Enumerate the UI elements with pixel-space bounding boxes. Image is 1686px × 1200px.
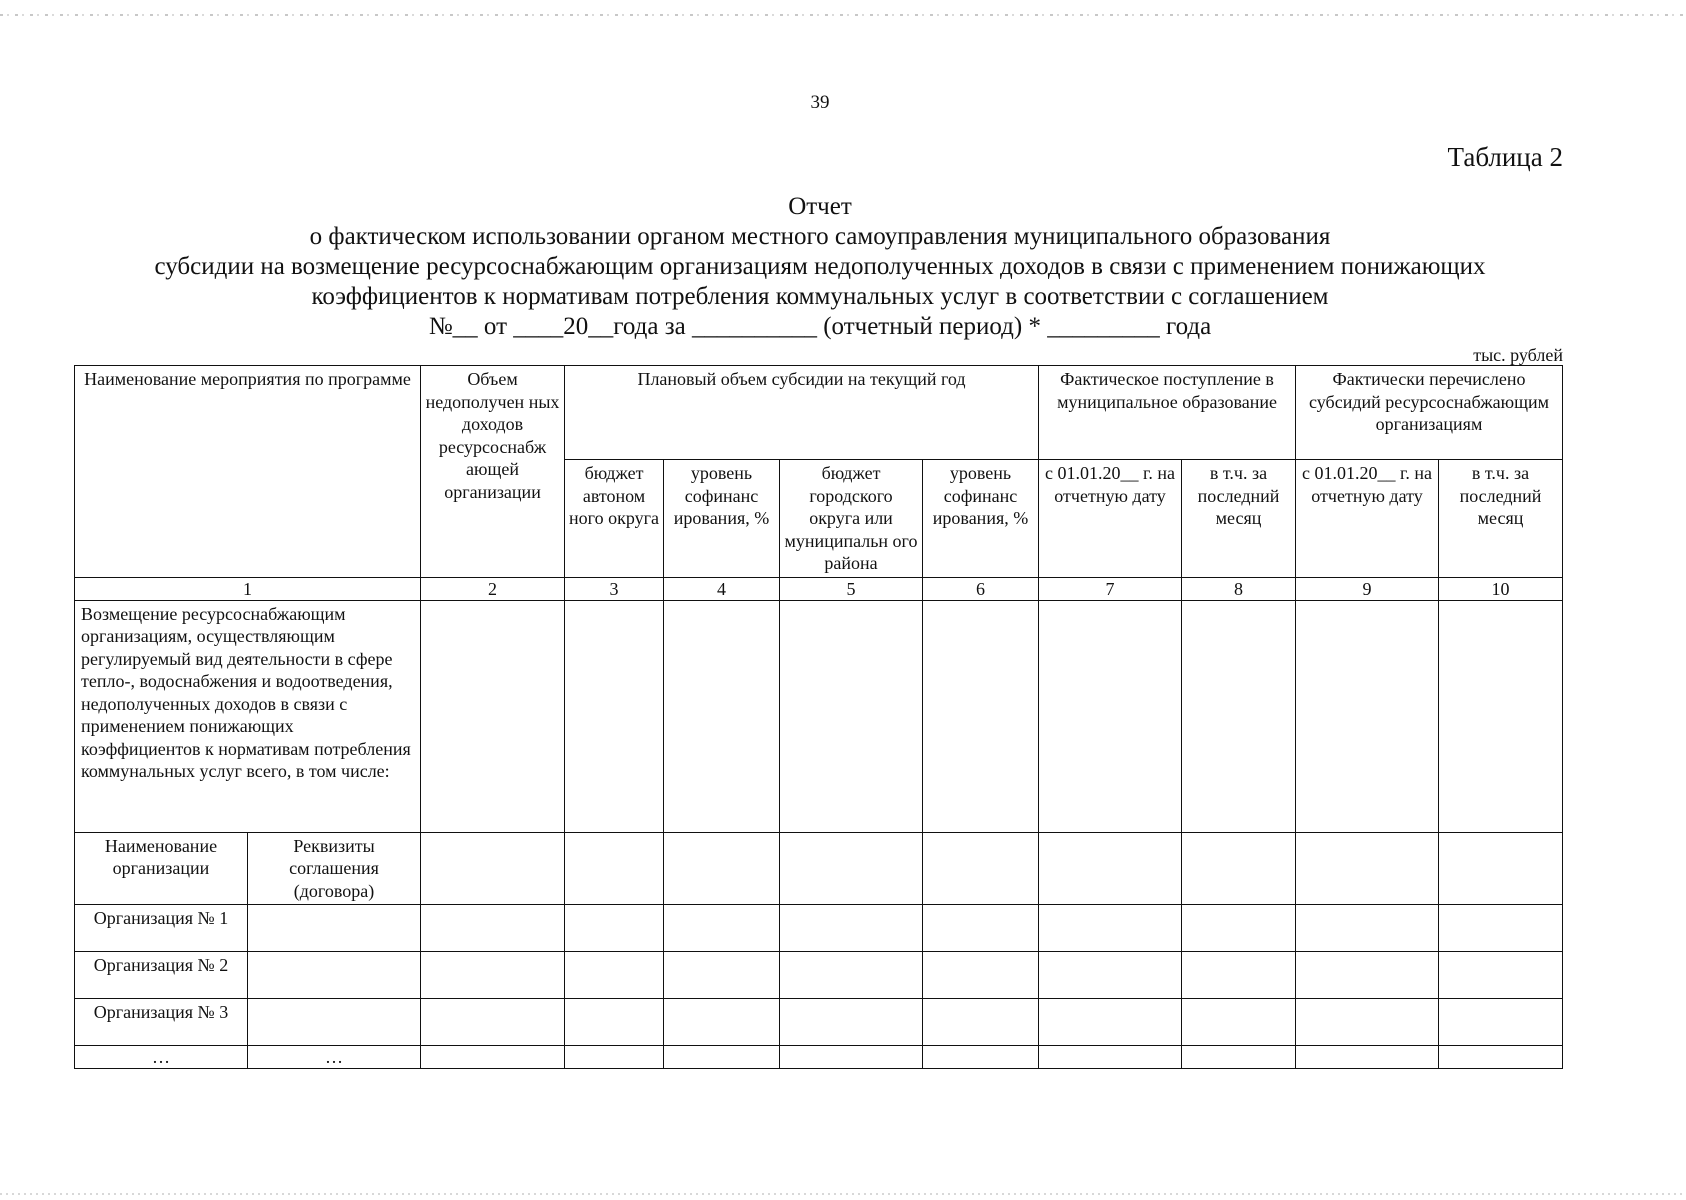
table-row [75, 952, 1563, 999]
table-label: Таблица 2 [1447, 142, 1563, 172]
table-cell [1039, 600, 1182, 832]
table-cell [421, 600, 565, 832]
table-cell [1039, 1046, 1182, 1069]
subheader-org-name: Наименование организации [75, 832, 248, 905]
table-cell [1296, 600, 1439, 832]
table-cell [421, 999, 565, 1046]
header-lost-income: Объем недополучен ных доходов ресурсоснабж ающей организации [421, 366, 565, 578]
column-number-row [75, 577, 1563, 600]
table-cell [565, 600, 664, 832]
table-cell [923, 952, 1039, 999]
table-cell [923, 1046, 1039, 1069]
table-cell [248, 905, 421, 952]
page-number: 39 [810, 92, 830, 113]
table-cell [780, 952, 923, 999]
table-cell [923, 832, 1039, 905]
table-cell [664, 832, 780, 905]
org-name-cell: Организация № 1 [75, 905, 248, 952]
table-cell [1039, 999, 1182, 1046]
table-cell [1182, 600, 1296, 832]
header-row-1 [75, 366, 1563, 460]
main-activity-row [75, 600, 1563, 832]
column-number: 3 [565, 577, 664, 600]
table-cell [923, 999, 1039, 1046]
org-name-cell: Организация № 3 [75, 999, 248, 1046]
table-cell [421, 905, 565, 952]
header-fact-receipt-date: с 01.01.20__ г. на отчетную дату [1039, 460, 1182, 578]
table-cell [1439, 1046, 1563, 1069]
title-line-3: субсидии на возмещение ресурсоснабжающим организациям недополученных доходов в связи с применением понижающих [154, 253, 1486, 280]
title-line-5: №__ от ____20__года за __________ (отчетный период) * _________ года [428, 313, 1212, 340]
table-cell [1296, 952, 1439, 999]
header-plan-budget-ao: бюджет автоном ного округа [565, 460, 664, 578]
table-cell [565, 832, 664, 905]
table-cell [1039, 952, 1182, 999]
column-number: 5 [780, 577, 923, 600]
column-number: 9 [1296, 577, 1439, 600]
header-fact-transfer-group: Фактически перечислено субсидий ресурсоснабжающим организациям [1296, 366, 1563, 460]
table-cell [248, 999, 421, 1046]
ellipsis-cell: … [75, 1046, 248, 1069]
title-line-1: Отчет [788, 193, 852, 220]
table-row [75, 905, 1563, 952]
ellipsis-cell: … [248, 1046, 421, 1069]
table-cell [664, 1046, 780, 1069]
table-cell [664, 905, 780, 952]
table-cell [664, 952, 780, 999]
table-cell [780, 832, 923, 905]
table-cell [923, 600, 1039, 832]
table-cell [780, 600, 923, 832]
table-cell [1439, 952, 1563, 999]
table-cell [1182, 905, 1296, 952]
header-fact-transfer-month: в т.ч. за последний месяц [1439, 460, 1563, 578]
table-cell [1439, 600, 1563, 832]
table-cell [421, 832, 565, 905]
column-number: 6 [923, 577, 1039, 600]
table-row [75, 999, 1563, 1046]
header-plan-level-city: уровень софинанс ирования, % [923, 460, 1039, 578]
table-cell [565, 952, 664, 999]
table-cell [1296, 1046, 1439, 1069]
column-number: 10 [1439, 577, 1563, 600]
table-cell [780, 905, 923, 952]
column-number: 1 [75, 577, 421, 600]
scan-artifact-top [0, 14, 1686, 16]
table-cell [1182, 1046, 1296, 1069]
table-cell [1039, 832, 1182, 905]
column-number: 2 [421, 577, 565, 600]
header-fact-transfer-date: с 01.01.20__ г. на отчетную дату [1296, 460, 1439, 578]
report-title [80, 192, 1560, 342]
table-cell [923, 905, 1039, 952]
title-line-2: о фактическом использовании органом местного самоуправления муниципального образования [309, 223, 1331, 250]
scan-artifact-bottom [0, 1193, 1686, 1195]
header-fact-receipt-group: Фактическое поступление в муниципальное образование [1039, 366, 1296, 460]
table-cell [421, 952, 565, 999]
table-cell [1439, 999, 1563, 1046]
table-cell [1296, 905, 1439, 952]
ellipsis-row [75, 1046, 1563, 1069]
table-cell [1439, 832, 1563, 905]
table-cell [1182, 952, 1296, 999]
table-cell [664, 600, 780, 832]
table-cell [1039, 905, 1182, 952]
table-cell [1296, 832, 1439, 905]
table-cell [565, 999, 664, 1046]
org-subheader-row [75, 832, 1563, 905]
column-number: 8 [1182, 577, 1296, 600]
header-plan-budget-city: бюджет городского округа или муниципальн ого района [780, 460, 923, 578]
table-cell [1296, 999, 1439, 1046]
table-cell [780, 1046, 923, 1069]
table-cell [565, 1046, 664, 1069]
org-name-cell: Организация № 2 [75, 952, 248, 999]
header-plan-group: Плановый объем субсидии на текущий год [565, 366, 1039, 460]
header-activity-name: Наименование мероприятия по программе [75, 366, 421, 578]
table-cell [248, 952, 421, 999]
table-cell [565, 905, 664, 952]
units-label: тыс. рублей [1473, 345, 1563, 365]
main-activity-text: Возмещение ресурсоснабжающим организациям, осуществляющим регулируемый вид деятельности в сфере тепло-, водоснабжения и водоотведения, недополученных доходов в связи с применением понижающих коэффициентов к нормативам потребления коммунальных услуг всего, в том числе: [75, 600, 421, 832]
header-plan-level-ao: уровень софинанс ирования, % [664, 460, 780, 578]
report-table [74, 365, 1563, 1069]
table-cell [421, 1046, 565, 1069]
table-cell [1439, 905, 1563, 952]
header-fact-receipt-month: в т.ч. за последний месяц [1182, 460, 1296, 578]
table-cell [780, 999, 923, 1046]
column-number: 4 [664, 577, 780, 600]
table-cell [1182, 832, 1296, 905]
table-cell [664, 999, 780, 1046]
title-line-4: коэффициентов к нормативам потребления коммунальных услуг в соответствии с соглашением [311, 283, 1329, 310]
column-number: 7 [1039, 577, 1182, 600]
table-cell [1182, 999, 1296, 1046]
subheader-agreement: Реквизиты соглашения (договора) [248, 832, 421, 905]
